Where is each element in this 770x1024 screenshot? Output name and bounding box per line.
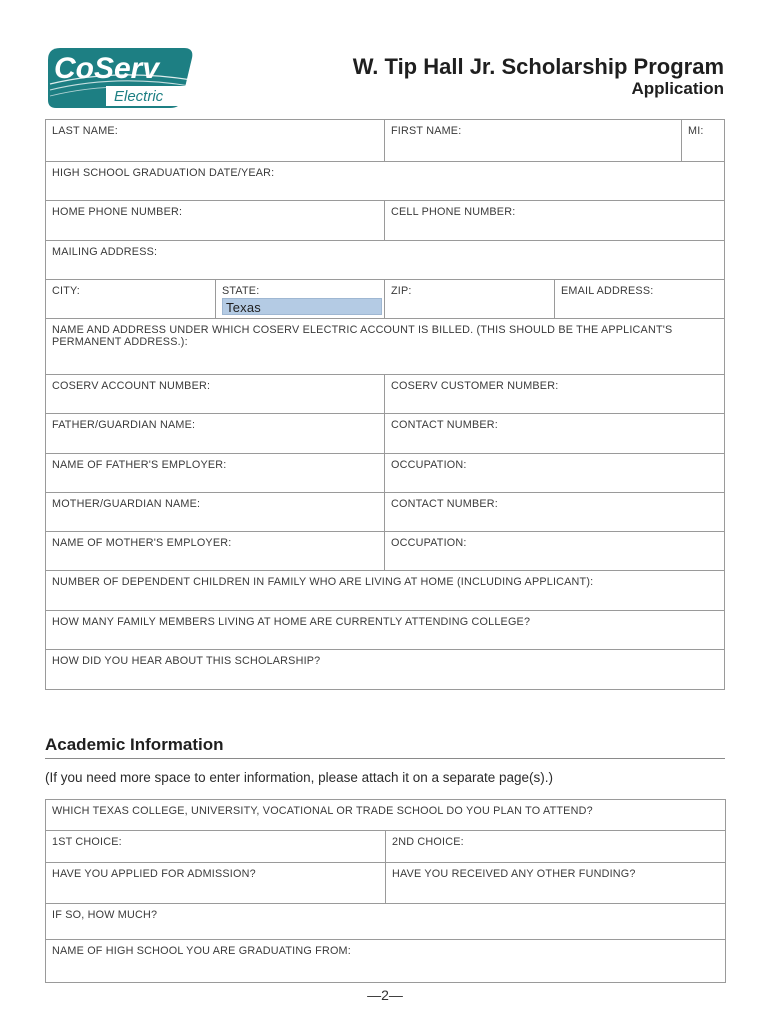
section-divider bbox=[45, 758, 725, 759]
page-subtitle: Application bbox=[631, 79, 724, 98]
cell-phone-label: CELL PHONE NUMBER: bbox=[391, 206, 516, 218]
zip-label: ZIP: bbox=[391, 285, 412, 297]
email-field[interactable] bbox=[555, 280, 725, 319]
customer-number-field[interactable] bbox=[385, 375, 725, 414]
first-name-label: FIRST NAME: bbox=[391, 125, 462, 137]
father-contact-label: CONTACT NUMBER: bbox=[391, 419, 498, 431]
academic-note: (If you need more space to enter information, please attach it on a separate page(s).) bbox=[45, 770, 554, 785]
academic-info-form bbox=[45, 799, 726, 983]
page-title: W. Tip Hall Jr. Scholarship Program bbox=[352, 54, 724, 79]
father-occupation-label: OCCUPATION: bbox=[391, 459, 467, 471]
mailing-address-field[interactable] bbox=[46, 241, 725, 280]
academic-heading: Academic Information bbox=[45, 735, 224, 754]
customer-number-label: COSERV CUSTOMER NUMBER: bbox=[391, 380, 559, 392]
mailing-address-label: MAILING ADDRESS: bbox=[52, 246, 158, 258]
applied-admission-label: HAVE YOU APPLIED FOR ADMISSION? bbox=[52, 868, 256, 880]
account-number-field[interactable] bbox=[46, 375, 385, 414]
mi-field[interactable] bbox=[682, 120, 725, 162]
email-label: EMAIL ADDRESS: bbox=[561, 285, 654, 297]
attending-college-field[interactable] bbox=[46, 611, 725, 650]
first-name-field[interactable] bbox=[385, 120, 682, 162]
which-school-field[interactable] bbox=[46, 800, 726, 831]
father-employer-field[interactable] bbox=[46, 454, 385, 493]
mother-employer-field[interactable] bbox=[46, 532, 385, 571]
mi-label: MI: bbox=[688, 125, 704, 137]
city-field[interactable] bbox=[46, 280, 216, 319]
state-input[interactable]: Texas bbox=[222, 298, 382, 315]
other-funding-field[interactable] bbox=[386, 863, 726, 904]
father-name-label: FATHER/GUARDIAN NAME: bbox=[52, 419, 196, 431]
high-school-name-label: NAME OF HIGH SCHOOL YOU ARE GRADUATING FROM: bbox=[52, 945, 351, 957]
home-phone-field[interactable] bbox=[46, 201, 385, 241]
billing-address-label: NAME AND ADDRESS UNDER WHICH COSERV ELECTRIC ACCOUNT IS BILLED. (THIS SHOULD BE THE APPLICANT'S PERMANENT ADDRESS.): bbox=[52, 324, 673, 348]
other-funding-label: HAVE YOU RECEIVED ANY OTHER FUNDING? bbox=[392, 868, 636, 880]
cell-phone-field[interactable] bbox=[385, 201, 725, 241]
state-label: STATE: bbox=[222, 285, 260, 297]
heard-about-label: HOW DID YOU HEAR ABOUT THIS SCHOLARSHIP? bbox=[52, 655, 321, 667]
graduation-date-label: HIGH SCHOOL GRADUATION DATE/YEAR: bbox=[52, 167, 275, 179]
last-name-label: LAST NAME: bbox=[52, 125, 119, 137]
heard-about-field[interactable] bbox=[46, 650, 725, 690]
state-cell bbox=[216, 280, 385, 319]
city-label: CITY: bbox=[52, 285, 80, 297]
second-choice-label: 2ND CHOICE: bbox=[392, 836, 464, 848]
how-much-label: IF SO, HOW MUCH? bbox=[52, 909, 158, 921]
home-phone-label: HOME PHONE NUMBER: bbox=[52, 206, 183, 218]
graduation-date-field[interactable] bbox=[46, 162, 725, 201]
mother-employer-label: NAME OF MOTHER'S EMPLOYER: bbox=[52, 537, 232, 549]
mother-name-field[interactable] bbox=[46, 493, 385, 532]
zip-field[interactable] bbox=[385, 280, 555, 319]
attending-college-label: HOW MANY FAMILY MEMBERS LIVING AT HOME ARE CURRENTLY ATTENDING COLLEGE? bbox=[52, 616, 531, 628]
second-choice-field[interactable] bbox=[386, 831, 726, 863]
logo-subtext: Electric bbox=[114, 88, 164, 105]
how-much-field[interactable] bbox=[46, 904, 726, 940]
father-occupation-field[interactable] bbox=[385, 454, 725, 493]
mother-occupation-field[interactable] bbox=[385, 532, 725, 571]
personal-info-form bbox=[45, 119, 725, 690]
dependent-children-field[interactable] bbox=[46, 571, 725, 611]
which-school-label: WHICH TEXAS COLLEGE, UNIVERSITY, VOCATIONAL OR TRADE SCHOOL DO YOU PLAN TO ATTEND? bbox=[52, 805, 593, 817]
dependent-children-label: NUMBER OF DEPENDENT CHILDREN IN FAMILY WHO ARE LIVING AT HOME (INCLUDING APPLICANT): bbox=[52, 576, 594, 588]
first-choice-label: 1ST CHOICE: bbox=[52, 836, 122, 848]
mother-name-label: MOTHER/GUARDIAN NAME: bbox=[52, 498, 201, 510]
applied-admission-field[interactable] bbox=[46, 863, 386, 904]
billing-address-field[interactable] bbox=[46, 319, 725, 375]
logo-text: CoServ bbox=[54, 52, 160, 85]
father-name-field[interactable] bbox=[46, 414, 385, 454]
last-name-field[interactable] bbox=[46, 120, 385, 162]
page-number: —2— bbox=[367, 987, 403, 1003]
father-employer-label: NAME OF FATHER'S EMPLOYER: bbox=[52, 459, 227, 471]
father-contact-field[interactable] bbox=[385, 414, 725, 454]
mother-occupation-label: OCCUPATION: bbox=[391, 537, 467, 549]
first-choice-field[interactable] bbox=[46, 831, 386, 863]
high-school-name-field[interactable] bbox=[46, 940, 726, 983]
coserv-logo bbox=[46, 44, 196, 110]
account-number-label: COSERV ACCOUNT NUMBER: bbox=[52, 380, 211, 392]
mother-contact-label: CONTACT NUMBER: bbox=[391, 498, 498, 510]
mother-contact-field[interactable] bbox=[385, 493, 725, 532]
